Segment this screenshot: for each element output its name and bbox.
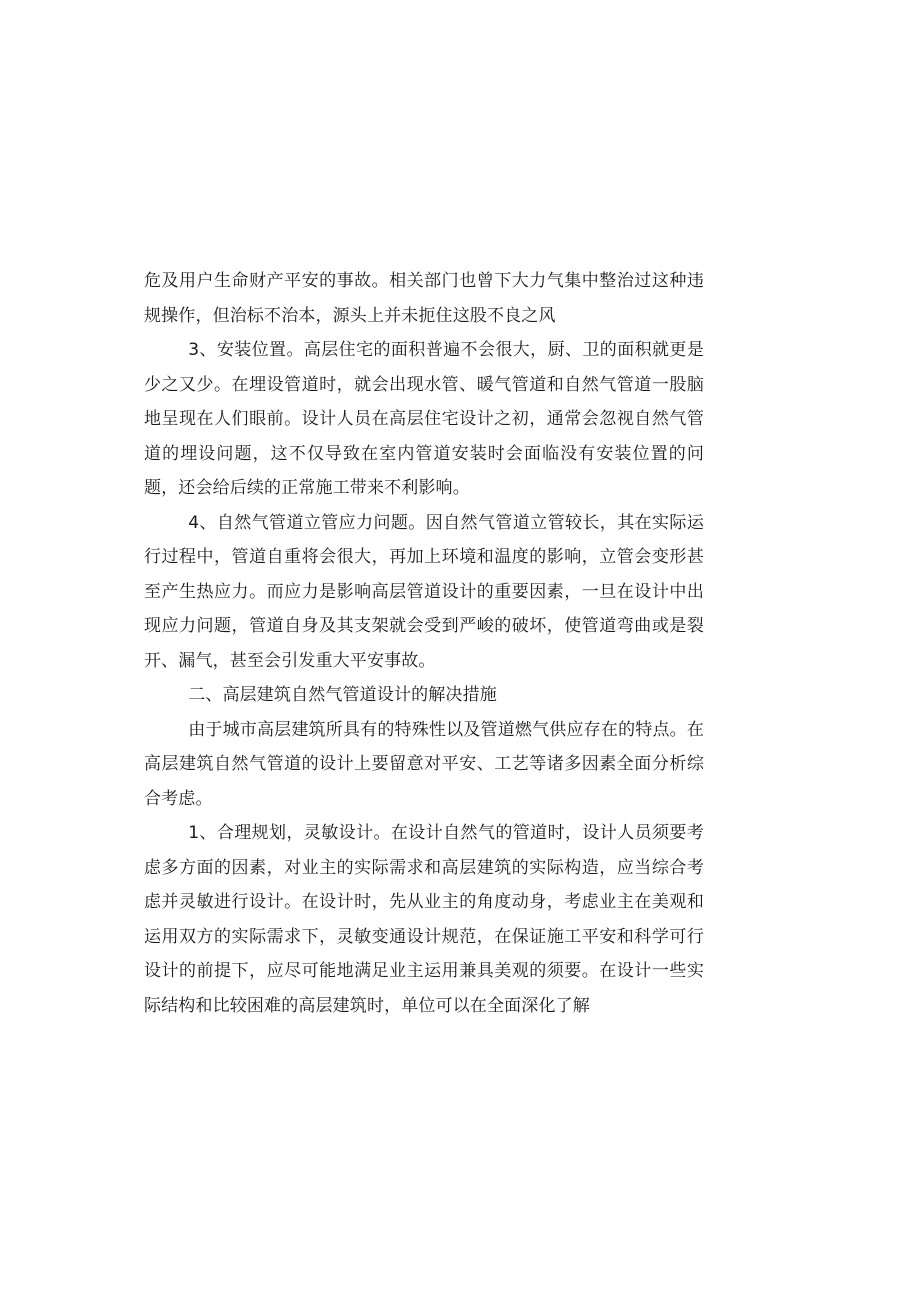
paragraph-measure-1: 1、合理规划，灵敏设计。在设计自然气的管道时，设计人员须要考虑多方面的因素，对业主的实际需求和高层建筑的实际构造，应当综合考虑并灵敏进行设计。在设计时，先从业主的角度动身，考虑业主在美观和运用双方的实际需求下，灵敏变通设计规范，在保证施工平安和科学可行设计的前提下，应尽可能地满足业主运用兼具美观的须要。在设计一些实际结构和比较困难的高层建筑时，单位可以在全面深化了解 bbox=[144, 823, 704, 1016]
paragraph-point-4: 4、自然气管道立管应力问题。因自然气管道立管较长，其在实际运行过程中，管道自重将会很大，再加上环境和温度的影响，立管会变形甚至产生热应力。而应力是影响高层管道设计的重要因素，一旦在设计中出现应力问题，管道自身及其支架就会受到严峻的破坏，使管道弯曲或是裂开、漏气，甚至会引发重大平安事故。 bbox=[144, 512, 704, 671]
paragraph-point-3: 3、安装位置。高层住宅的面积普遍不会很大，厨、卫的面积就更是少之又少。在埋设管道时，就会出现水管、暖气管道和自然气管道一股脑地呈现在人们眼前。设计人员在高层住宅设计之初，通常会忽视自然气管道的埋设问题，这不仅导致在室内管道安装时会面临没有安装位置的问题，还会给后续的正常施工带来不利影响。 bbox=[144, 340, 704, 498]
paragraph-continuation: 危及用户生命财产平安的事故。相关部门也曾下大力气集中整治过这种违规操作，但治标不治本，源头上并未扼住这股不良之风 bbox=[144, 271, 704, 326]
section-heading: 二、高层建筑自然气管道设计的解决措施 bbox=[188, 685, 497, 705]
document-body bbox=[144, 264, 704, 1023]
paragraph-section-intro: 由于城市高层建筑所具有的特殊性以及管道燃气供应存在的特点。在高层建筑自然气管道的设计上要留意对平安、工艺等诸多因素全面分析综合考虑。 bbox=[144, 719, 704, 809]
